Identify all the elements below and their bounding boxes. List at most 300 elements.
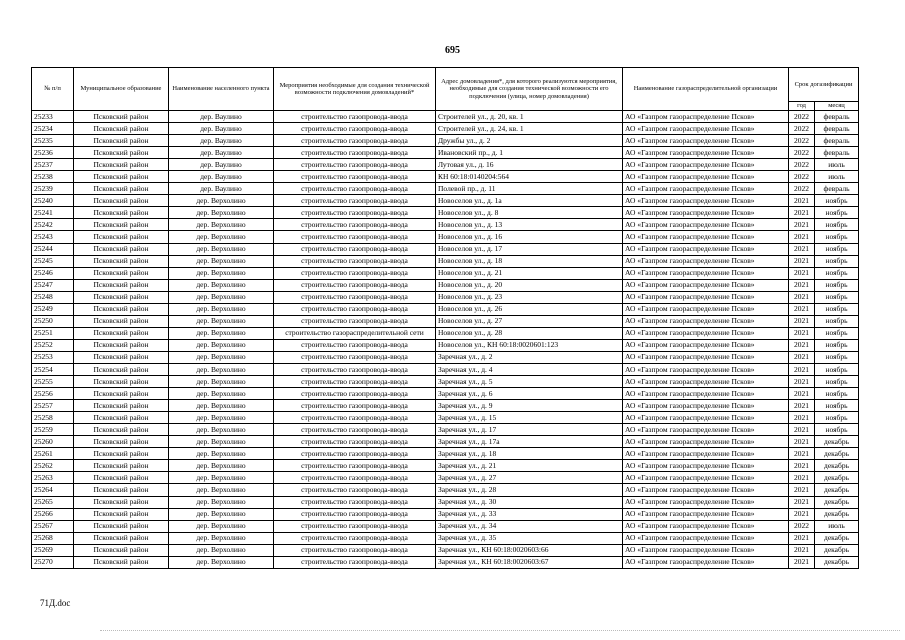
row-municipality: Псковский район bbox=[74, 484, 169, 496]
row-address: Заречная ул., д. 9 bbox=[436, 400, 623, 412]
row-address: Новоселов ул., КН 60:18:0020601:123 bbox=[436, 339, 623, 351]
row-action: строительство газопровода-ввода bbox=[274, 448, 436, 460]
row-settlement: дер. Верхолино bbox=[169, 231, 274, 243]
row-address: Строителей ул., д. 24, кв. 1 bbox=[436, 123, 623, 135]
table-row bbox=[32, 448, 859, 460]
row-municipality: Псковский район bbox=[74, 460, 169, 472]
row-action: строительство газопровода-ввода bbox=[274, 484, 436, 496]
row-month: ноябрь bbox=[815, 243, 859, 255]
row-municipality: Псковский район bbox=[74, 448, 169, 460]
row-year: 2022 bbox=[789, 159, 815, 171]
row-number: 25239 bbox=[32, 183, 74, 195]
row-action: строительство газопровода-ввода bbox=[274, 400, 436, 412]
row-municipality: Псковский район bbox=[74, 135, 169, 147]
row-month: декабрь bbox=[815, 472, 859, 484]
row-action: строительство газопровода-ввода bbox=[274, 424, 436, 436]
row-action: строительство газопровода-ввода bbox=[274, 279, 436, 291]
row-settlement: дер. Ваулино bbox=[169, 171, 274, 183]
row-settlement: дер. Верхолино bbox=[169, 339, 274, 351]
row-year: 2022 bbox=[789, 171, 815, 183]
row-year: 2021 bbox=[789, 363, 815, 375]
row-number: 25256 bbox=[32, 388, 74, 400]
row-address: Новоселов ул., д. 18 bbox=[436, 255, 623, 267]
header-organization: Наименование газораспределительной организации bbox=[623, 68, 789, 111]
footer-file-name: 71Д.doc bbox=[40, 598, 71, 608]
row-municipality: Псковский район bbox=[74, 339, 169, 351]
row-month: ноябрь bbox=[815, 327, 859, 339]
row-address: Ивановский пр., д. 1 bbox=[436, 147, 623, 159]
row-address: Заречная ул., д. 2 bbox=[436, 351, 623, 363]
row-organization: АО «Газпром газораспределение Псков» bbox=[623, 171, 789, 183]
row-municipality: Псковский район bbox=[74, 544, 169, 556]
row-municipality: Псковский район bbox=[74, 183, 169, 195]
row-settlement: дер. Верхолино bbox=[169, 484, 274, 496]
header-year: год bbox=[789, 102, 815, 111]
row-action: строительство газопровода-ввода bbox=[274, 123, 436, 135]
table-body bbox=[32, 111, 859, 569]
row-number: 25258 bbox=[32, 412, 74, 424]
header-actions: Мероприятия необходимые для создания технической возможности подключения домовладений* bbox=[274, 68, 436, 111]
row-organization: АО «Газпром газораспределение Псков» bbox=[623, 544, 789, 556]
row-month: июль bbox=[815, 520, 859, 532]
row-action: строительство газопровода-ввода bbox=[274, 231, 436, 243]
row-year: 2022 bbox=[789, 111, 815, 123]
row-month: июль bbox=[815, 171, 859, 183]
table-row bbox=[32, 472, 859, 484]
row-action: строительство газопровода-ввода bbox=[274, 303, 436, 315]
row-address: Новоселов ул., д. 27 bbox=[436, 315, 623, 327]
row-action: строительство газопровода-ввода bbox=[274, 111, 436, 123]
row-address: Заречная ул., д. 35 bbox=[436, 532, 623, 544]
row-municipality: Псковский район bbox=[74, 532, 169, 544]
row-number: 25234 bbox=[32, 123, 74, 135]
row-settlement: дер. Верхолино bbox=[169, 448, 274, 460]
row-month: ноябрь bbox=[815, 339, 859, 351]
row-organization: АО «Газпром газораспределение Псков» bbox=[623, 363, 789, 375]
table-row bbox=[32, 183, 859, 195]
row-number: 25250 bbox=[32, 315, 74, 327]
row-municipality: Псковский район bbox=[74, 520, 169, 532]
row-address: Лутовая ул., д. 16 bbox=[436, 159, 623, 171]
row-settlement: дер. Верхолино bbox=[169, 243, 274, 255]
row-organization: АО «Газпром газораспределение Псков» bbox=[623, 279, 789, 291]
row-address: Заречная ул., КН 60:18:0020603:67 bbox=[436, 556, 623, 568]
table-row bbox=[32, 351, 859, 363]
row-address: Новоселов ул., д. 1а bbox=[436, 195, 623, 207]
row-address: Заречная ул., КН 60:18:0020603:66 bbox=[436, 544, 623, 556]
row-year: 2021 bbox=[789, 496, 815, 508]
row-month: декабрь bbox=[815, 496, 859, 508]
row-action: строительство газопровода-ввода bbox=[274, 388, 436, 400]
row-number: 25269 bbox=[32, 544, 74, 556]
row-municipality: Псковский район bbox=[74, 207, 169, 219]
row-municipality: Псковский район bbox=[74, 388, 169, 400]
row-year: 2021 bbox=[789, 388, 815, 400]
table-row bbox=[32, 231, 859, 243]
row-organization: АО «Газпром газораспределение Псков» bbox=[623, 484, 789, 496]
row-number: 25233 bbox=[32, 111, 74, 123]
row-month: ноябрь bbox=[815, 255, 859, 267]
row-address: Новоселов ул., д. 28 bbox=[436, 327, 623, 339]
row-settlement: дер. Верхолино bbox=[169, 412, 274, 424]
row-month: декабрь bbox=[815, 556, 859, 568]
row-settlement: дер. Верхолино bbox=[169, 376, 274, 388]
table-row bbox=[32, 195, 859, 207]
row-municipality: Псковский район bbox=[74, 508, 169, 520]
row-action: строительство газопровода-ввода bbox=[274, 159, 436, 171]
row-number: 25268 bbox=[32, 532, 74, 544]
row-organization: АО «Газпром газораспределение Псков» bbox=[623, 351, 789, 363]
row-year: 2021 bbox=[789, 532, 815, 544]
row-organization: АО «Газпром газораспределение Псков» bbox=[623, 508, 789, 520]
row-municipality: Псковский район bbox=[74, 255, 169, 267]
row-year: 2021 bbox=[789, 412, 815, 424]
row-action: строительство газопровода-ввода bbox=[274, 436, 436, 448]
table-row bbox=[32, 315, 859, 327]
row-year: 2022 bbox=[789, 520, 815, 532]
row-settlement: дер. Ваулино bbox=[169, 135, 274, 147]
table-row bbox=[32, 303, 859, 315]
row-municipality: Псковский район bbox=[74, 171, 169, 183]
row-settlement: дер. Ваулино bbox=[169, 111, 274, 123]
row-settlement: дер. Ваулино bbox=[169, 147, 274, 159]
row-organization: АО «Газпром газораспределение Псков» bbox=[623, 255, 789, 267]
row-settlement: дер. Верхолино bbox=[169, 400, 274, 412]
row-settlement: дер. Верхолино bbox=[169, 460, 274, 472]
row-municipality: Псковский район bbox=[74, 123, 169, 135]
row-number: 25243 bbox=[32, 231, 74, 243]
row-organization: АО «Газпром газораспределение Псков» bbox=[623, 376, 789, 388]
row-organization: АО «Газпром газораспределение Псков» bbox=[623, 460, 789, 472]
header-deadline: Срок догазификации bbox=[789, 68, 859, 102]
header-num: № п/п bbox=[32, 68, 74, 111]
table-row bbox=[32, 484, 859, 496]
row-organization: АО «Газпром газораспределение Псков» bbox=[623, 412, 789, 424]
row-month: ноябрь bbox=[815, 303, 859, 315]
row-number: 25257 bbox=[32, 400, 74, 412]
row-address: Заречная ул., д. 15 bbox=[436, 412, 623, 424]
row-action: строительство газопровода-ввода bbox=[274, 219, 436, 231]
table-row bbox=[32, 279, 859, 291]
row-number: 25266 bbox=[32, 508, 74, 520]
row-address: Заречная ул., д. 30 bbox=[436, 496, 623, 508]
row-settlement: дер. Верхолино bbox=[169, 532, 274, 544]
row-action: строительство газопровода-ввода bbox=[274, 508, 436, 520]
row-month: декабрь bbox=[815, 532, 859, 544]
row-month: декабрь bbox=[815, 448, 859, 460]
row-organization: АО «Газпром газораспределение Псков» bbox=[623, 436, 789, 448]
row-municipality: Псковский район bbox=[74, 267, 169, 279]
row-month: декабрь bbox=[815, 484, 859, 496]
row-number: 25241 bbox=[32, 207, 74, 219]
row-settlement: дер. Верхолино bbox=[169, 195, 274, 207]
table-row bbox=[32, 376, 859, 388]
row-organization: АО «Газпром газораспределение Псков» bbox=[623, 159, 789, 171]
row-month: декабрь bbox=[815, 436, 859, 448]
row-organization: АО «Газпром газораспределение Псков» bbox=[623, 303, 789, 315]
row-month: ноябрь bbox=[815, 388, 859, 400]
table-row bbox=[32, 171, 859, 183]
row-month: ноябрь bbox=[815, 231, 859, 243]
row-municipality: Псковский район bbox=[74, 351, 169, 363]
row-settlement: дер. Верхолино bbox=[169, 303, 274, 315]
row-settlement: дер. Верхолино bbox=[169, 556, 274, 568]
row-number: 25238 bbox=[32, 171, 74, 183]
row-action: строительство газопровода-ввода bbox=[274, 267, 436, 279]
row-settlement: дер. Верхолино bbox=[169, 219, 274, 231]
table-row bbox=[32, 147, 859, 159]
row-organization: АО «Газпром газораспределение Псков» bbox=[623, 339, 789, 351]
row-organization: АО «Газпром газораспределение Псков» bbox=[623, 556, 789, 568]
row-year: 2022 bbox=[789, 147, 815, 159]
row-year: 2021 bbox=[789, 556, 815, 568]
row-address: Заречная ул., д. 5 bbox=[436, 376, 623, 388]
row-year: 2021 bbox=[789, 400, 815, 412]
row-action: строительство газопровода-ввода bbox=[274, 291, 436, 303]
row-month: февраль bbox=[815, 123, 859, 135]
row-municipality: Псковский район bbox=[74, 412, 169, 424]
row-action: строительство газопровода-ввода bbox=[274, 339, 436, 351]
row-month: ноябрь bbox=[815, 207, 859, 219]
row-municipality: Псковский район bbox=[74, 424, 169, 436]
table-row bbox=[32, 135, 859, 147]
row-number: 25260 bbox=[32, 436, 74, 448]
row-address: Новоселов ул., д. 8 bbox=[436, 207, 623, 219]
row-month: ноябрь bbox=[815, 195, 859, 207]
row-organization: АО «Газпром газораспределение Псков» bbox=[623, 520, 789, 532]
table-row bbox=[32, 255, 859, 267]
row-action: строительство газораспределительной сети bbox=[274, 327, 436, 339]
row-address: Заречная ул., д. 28 bbox=[436, 484, 623, 496]
row-municipality: Псковский район bbox=[74, 376, 169, 388]
row-number: 25249 bbox=[32, 303, 74, 315]
row-number: 25237 bbox=[32, 159, 74, 171]
table-row bbox=[32, 243, 859, 255]
row-number: 25254 bbox=[32, 363, 74, 375]
row-organization: АО «Газпром газораспределение Псков» bbox=[623, 219, 789, 231]
row-number: 25236 bbox=[32, 147, 74, 159]
table-row bbox=[32, 219, 859, 231]
row-settlement: дер. Ваулино bbox=[169, 183, 274, 195]
row-number: 25251 bbox=[32, 327, 74, 339]
header-settlement: Наименование населенного пункта bbox=[169, 68, 274, 111]
table-row bbox=[32, 339, 859, 351]
row-year: 2021 bbox=[789, 484, 815, 496]
row-year: 2021 bbox=[789, 231, 815, 243]
row-organization: АО «Газпром газораспределение Псков» bbox=[623, 147, 789, 159]
row-year: 2021 bbox=[789, 472, 815, 484]
row-year: 2021 bbox=[789, 219, 815, 231]
row-settlement: дер. Верхолино bbox=[169, 315, 274, 327]
row-number: 25253 bbox=[32, 351, 74, 363]
row-settlement: дер. Верхолино bbox=[169, 351, 274, 363]
row-month: ноябрь bbox=[815, 315, 859, 327]
row-municipality: Псковский район bbox=[74, 315, 169, 327]
row-number: 25267 bbox=[32, 520, 74, 532]
row-settlement: дер. Верхолино bbox=[169, 267, 274, 279]
row-address: Заречная ул., д. 21 bbox=[436, 460, 623, 472]
row-action: строительство газопровода-ввода bbox=[274, 556, 436, 568]
table-row bbox=[32, 207, 859, 219]
row-month: ноябрь bbox=[815, 219, 859, 231]
row-organization: АО «Газпром газораспределение Псков» bbox=[623, 388, 789, 400]
table-row bbox=[32, 436, 859, 448]
header-month: месяц bbox=[815, 102, 859, 111]
row-settlement: дер. Верхолино bbox=[169, 255, 274, 267]
table-row bbox=[32, 400, 859, 412]
table-row bbox=[32, 123, 859, 135]
row-year: 2022 bbox=[789, 123, 815, 135]
row-year: 2021 bbox=[789, 544, 815, 556]
row-organization: АО «Газпром газораспределение Псков» bbox=[623, 291, 789, 303]
row-year: 2021 bbox=[789, 339, 815, 351]
row-address: Новоселов ул., д. 26 bbox=[436, 303, 623, 315]
table-row bbox=[32, 327, 859, 339]
table-row bbox=[32, 532, 859, 544]
row-organization: АО «Газпром газораспределение Псков» bbox=[623, 472, 789, 484]
row-month: июль bbox=[815, 159, 859, 171]
row-organization: АО «Газпром газораспределение Псков» bbox=[623, 327, 789, 339]
row-year: 2021 bbox=[789, 460, 815, 472]
row-settlement: дер. Верхолино bbox=[169, 520, 274, 532]
row-year: 2021 bbox=[789, 315, 815, 327]
row-settlement: дер. Верхолино bbox=[169, 327, 274, 339]
row-organization: АО «Газпром газораспределение Псков» bbox=[623, 424, 789, 436]
table-header bbox=[32, 68, 859, 111]
row-year: 2021 bbox=[789, 448, 815, 460]
table-row bbox=[32, 267, 859, 279]
row-month: ноябрь bbox=[815, 400, 859, 412]
row-settlement: дер. Верхолино bbox=[169, 279, 274, 291]
row-action: строительство газопровода-ввода bbox=[274, 195, 436, 207]
row-municipality: Псковский район bbox=[74, 147, 169, 159]
row-action: строительство газопровода-ввода bbox=[274, 207, 436, 219]
row-year: 2021 bbox=[789, 243, 815, 255]
row-month: февраль bbox=[815, 183, 859, 195]
row-address: Заречная ул., д. 27 bbox=[436, 472, 623, 484]
row-number: 25264 bbox=[32, 484, 74, 496]
row-address: Полевой пр., д. 11 bbox=[436, 183, 623, 195]
scan-edge-line bbox=[100, 630, 900, 631]
row-month: ноябрь bbox=[815, 279, 859, 291]
row-organization: АО «Газпром газораспределение Псков» bbox=[623, 243, 789, 255]
row-action: строительство газопровода-ввода bbox=[274, 363, 436, 375]
row-action: строительство газопровода-ввода bbox=[274, 376, 436, 388]
row-action: строительство газопровода-ввода bbox=[274, 147, 436, 159]
row-address: Новоселов ул., д. 20 bbox=[436, 279, 623, 291]
row-address: Новоселов ул., д. 13 bbox=[436, 219, 623, 231]
row-year: 2021 bbox=[789, 207, 815, 219]
row-organization: АО «Газпром газораспределение Псков» bbox=[623, 183, 789, 195]
row-month: декабрь bbox=[815, 508, 859, 520]
table-row bbox=[32, 159, 859, 171]
row-municipality: Псковский район bbox=[74, 363, 169, 375]
row-address: Новоселов ул., д. 17 bbox=[436, 243, 623, 255]
row-municipality: Псковский район bbox=[74, 231, 169, 243]
page-number: 695 bbox=[445, 45, 460, 56]
row-address: Дружбы ул., д. 2 bbox=[436, 135, 623, 147]
row-settlement: дер. Верхолино bbox=[169, 363, 274, 375]
row-settlement: дер. Верхолино bbox=[169, 291, 274, 303]
row-settlement: дер. Ваулино bbox=[169, 159, 274, 171]
row-address: Новоселов ул., д. 23 bbox=[436, 291, 623, 303]
row-month: ноябрь bbox=[815, 412, 859, 424]
row-year: 2021 bbox=[789, 436, 815, 448]
row-action: строительство газопровода-ввода bbox=[274, 412, 436, 424]
row-organization: АО «Газпром газораспределение Псков» bbox=[623, 207, 789, 219]
row-organization: АО «Газпром газораспределение Псков» bbox=[623, 267, 789, 279]
row-organization: АО «Газпром газораспределение Псков» bbox=[623, 496, 789, 508]
row-number: 25247 bbox=[32, 279, 74, 291]
row-organization: АО «Газпром газораспределение Псков» bbox=[623, 448, 789, 460]
row-organization: АО «Газпром газораспределение Псков» bbox=[623, 195, 789, 207]
row-month: декабрь bbox=[815, 544, 859, 556]
row-address: Заречная ул., д. 6 bbox=[436, 388, 623, 400]
row-organization: АО «Газпром газораспределение Псков» bbox=[623, 532, 789, 544]
row-year: 2021 bbox=[789, 195, 815, 207]
row-municipality: Псковский район bbox=[74, 195, 169, 207]
row-action: строительство газопровода-ввода bbox=[274, 171, 436, 183]
row-municipality: Псковский район bbox=[74, 496, 169, 508]
row-organization: АО «Газпром газораспределение Псков» bbox=[623, 400, 789, 412]
row-year: 2021 bbox=[789, 279, 815, 291]
table-row bbox=[32, 388, 859, 400]
row-year: 2021 bbox=[789, 376, 815, 388]
row-address: Заречная ул., д. 18 bbox=[436, 448, 623, 460]
row-number: 25262 bbox=[32, 460, 74, 472]
row-number: 25244 bbox=[32, 243, 74, 255]
row-number: 25255 bbox=[32, 376, 74, 388]
row-municipality: Псковский район bbox=[74, 436, 169, 448]
row-month: ноябрь bbox=[815, 376, 859, 388]
row-action: строительство газопровода-ввода bbox=[274, 351, 436, 363]
row-action: строительство газопровода-ввода bbox=[274, 472, 436, 484]
row-number: 25261 bbox=[32, 448, 74, 460]
row-municipality: Псковский район bbox=[74, 303, 169, 315]
row-month: ноябрь bbox=[815, 291, 859, 303]
row-month: ноябрь bbox=[815, 424, 859, 436]
row-month: февраль bbox=[815, 111, 859, 123]
row-settlement: дер. Верхолино bbox=[169, 207, 274, 219]
row-action: строительство газопровода-ввода bbox=[274, 255, 436, 267]
row-month: ноябрь bbox=[815, 267, 859, 279]
row-municipality: Псковский район bbox=[74, 219, 169, 231]
row-address: Заречная ул., д. 34 bbox=[436, 520, 623, 532]
row-municipality: Псковский район bbox=[74, 327, 169, 339]
row-year: 2022 bbox=[789, 183, 815, 195]
row-settlement: дер. Верхолино bbox=[169, 436, 274, 448]
row-address: Новоселов ул., д. 16 bbox=[436, 231, 623, 243]
row-municipality: Псковский район bbox=[74, 279, 169, 291]
row-action: строительство газопровода-ввода bbox=[274, 520, 436, 532]
row-settlement: дер. Верхолино bbox=[169, 472, 274, 484]
row-number: 25240 bbox=[32, 195, 74, 207]
row-number: 25270 bbox=[32, 556, 74, 568]
row-address: Строителей ул., д. 20, кв. 1 bbox=[436, 111, 623, 123]
row-municipality: Псковский район bbox=[74, 291, 169, 303]
row-year: 2021 bbox=[789, 267, 815, 279]
row-number: 25248 bbox=[32, 291, 74, 303]
row-address: Заречная ул., д. 33 bbox=[436, 508, 623, 520]
row-year: 2022 bbox=[789, 135, 815, 147]
row-municipality: Псковский район bbox=[74, 400, 169, 412]
table-row bbox=[32, 496, 859, 508]
row-action: строительство газопровода-ввода bbox=[274, 532, 436, 544]
row-month: декабрь bbox=[815, 460, 859, 472]
table-row bbox=[32, 520, 859, 532]
row-municipality: Псковский район bbox=[74, 243, 169, 255]
row-number: 25246 bbox=[32, 267, 74, 279]
